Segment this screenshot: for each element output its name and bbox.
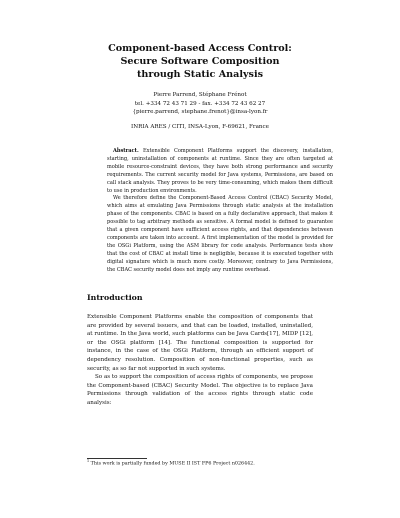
body-paragraph: Extensible Component Platforms enable the composition of components that are provided by several issuers, and that can be loaded, installed, uninstalled, at runtime. In the Java world, such platforms can be Java Cards[17], MIDP [12], or the OSGi platform [14]. The functional composition is supported for instance, in the case of the OSGi Platform, through an efficient support of dependency resolution. Composition of non-functional properties, such as security, as so far not supported in such systems. [87,314,313,372]
title-line: Component-based Access Control: [108,43,292,54]
abstract [107,148,333,275]
abstract-paragraph: We therefore define the Component-Based Access Control (CBAC) Security Model, which aims at emulating Java Permissions through static analysis at the installation phase of the components. CBAC is based on a fully declarative approach, that makes it possible to tag arbitrary methods as sensitive. A formal model is defined to guarantee that a given component have sufficient access rights, and that dependencies between components are taken into account. A first implementation of the model is provided for the OSGi Platform, using the ASM library for code analysis. Performance tests show that the cost of CBAC at install time is negligible, because it is executed together with digital signature which is much more costly. Moreover, contrary to Java Permissions, the CBAC security model does not imply any runtime overhead. [107,195,333,273]
author-block [60,91,340,117]
body-paragraph: So as to support the composition of access rights of components, we propose the Component-based (CBAC) Security Model. The objective is to replace Java Permissions through validation of the access rights through static code analysis: [87,374,313,406]
footnote-rule [87,458,147,459]
body-text [87,313,313,408]
paper-title [60,42,340,81]
abstract-text: Extensible Component Platforms support the discovery, installation, starting, uninstallation of components at runtime. Since they are often targeted at mobile resource-constraint devices, they have both strong performance and security requirements. The current security model for Java systems, Permissions, are based on call stack analysis. They proves to be very time-consuming, which makes them difficult to use in production environments. [107,148,333,194]
title-line: Secure Software Composition [120,56,280,67]
abstract-label: Abstract. [113,148,139,154]
footnote [87,461,255,468]
contact-email: {pierre.parrend, stephane.frenot}@insa-lyon.fr [132,109,268,115]
section-heading: Introduction [87,293,143,302]
affiliation: INRIA ARES / CITI, INSA-Lyon, F-69621, France [131,124,269,130]
footnote-mark: 1 [87,459,90,463]
abstract-paragraph [107,148,333,195]
title-line: through Static Analysis [137,69,263,80]
contact-phone: tel. +334 72 43 71 29 - fax. +334 72 43 62 27 [134,100,266,107]
footnote-text: This work is partially funded by MUSE II IST FP6 Project n026442. [90,461,255,467]
author-names: Pierre Parrend, Stéphane Frénot [153,92,247,98]
